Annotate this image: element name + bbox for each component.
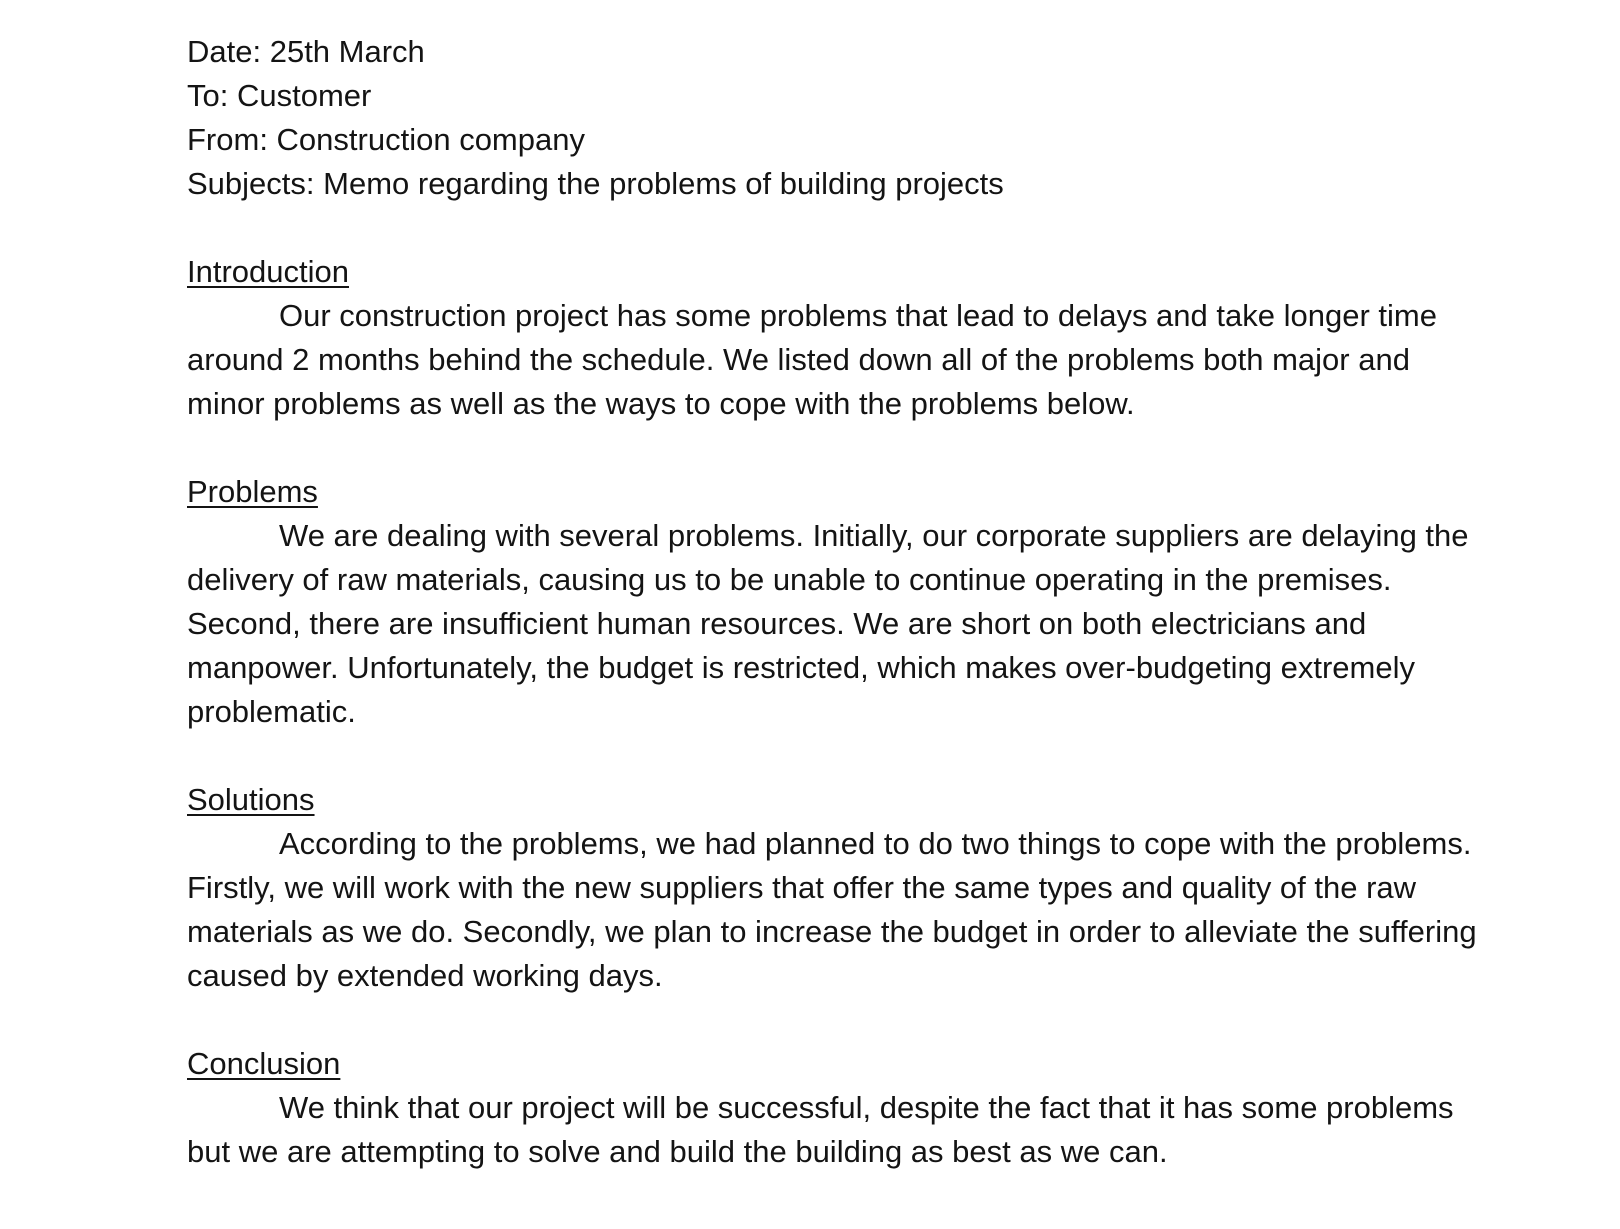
introduction-heading: Introduction — [187, 254, 349, 289]
memo-document — [187, 30, 1477, 1174]
section-problems — [187, 470, 1477, 734]
section-introduction — [187, 250, 1477, 426]
conclusion-body: We think that our project will be successful, despite the fact that it has some problems but we are attempting to solve and build the building as best as we can. — [187, 1090, 1454, 1169]
memo-date: Date: 25th March — [187, 34, 425, 69]
conclusion-heading: Conclusion — [187, 1046, 341, 1081]
solutions-body: According to the problems, we had planned to do two things to cope with the problems. Firstly, we will work with the new suppliers that offer the same types and quality of the raw materials as we do. Secondly, we plan to increase the budget in order to alleviate the suffering caused by extended working days. — [187, 826, 1477, 993]
memo-from: From: Construction company — [187, 122, 585, 157]
problems-heading: Problems — [187, 474, 318, 509]
section-conclusion — [187, 1042, 1477, 1174]
section-solutions — [187, 778, 1477, 998]
solutions-heading: Solutions — [187, 782, 315, 817]
memo-header — [187, 30, 1477, 206]
problems-body: We are dealing with several problems. Initially, our corporate suppliers are delaying the delivery of raw materials, causing us to be unable to continue operating in the premises. Second, there are insufficient human resources. We are short on both electricians and manpower. Unfortunately, the budget is restricted, which makes over-budgeting extremely problematic. — [187, 518, 1469, 729]
memo-to: To: Customer — [187, 78, 372, 113]
memo-subject: Subjects: Memo regarding the problems of building projects — [187, 166, 1004, 201]
introduction-body: Our construction project has some problems that lead to delays and take longer time around 2 months behind the schedule. We listed down all of the problems both major and minor problems as well as the ways to cope with the problems below. — [187, 298, 1437, 421]
